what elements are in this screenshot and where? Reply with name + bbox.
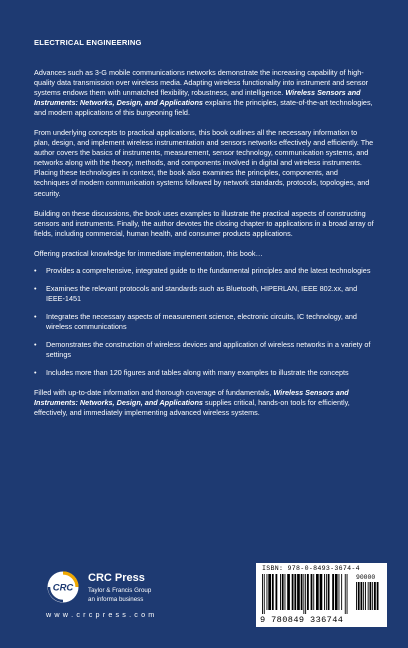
list-item-text: Provides a comprehensive, integrated guide to the fundamental principles and the latest technologies [46,265,371,275]
intro-text: Advances such as 3-G mobile communications networks demonstrate the increasing capability of high-quality data transmission over wireless media. Adapting wireless functionality into instrument and sensor systems endows them with unmatched flexibility, robustness, and intelligence. [34,68,369,98]
paragraph-examples: Building on these discussions, the book uses examples to illustrate the practical aspects of constructing sensors and instruments. Finally, the author devotes the closing chapter to applications in a broad array of fields, including commercial, human health, and consumer products applications. [34,208,374,238]
list-item [34,368,374,378]
isbn-label: ISBN: 978-0-8493-3674-4 [262,565,360,572]
list-item-text: Examines the relevant protocols and standards such as Bluetooth, HIPERLAN, IEEE 802.xx, and IEEE-1451 [46,283,358,303]
publisher-group: Taylor & Francis Group [88,587,152,594]
ean-barcode-bars [262,574,354,614]
book-title-inline: Wireless Sensors and Instruments: Networks, Design, and Applications [34,388,349,408]
closing-text: Filled with up-to-date information and thorough coverage of fundamentals, [34,388,274,398]
list-item-text: Includes more than 120 figures and tables along with many examples to illustrate the concepts [46,368,349,378]
publisher-url: w w w . c r c p r e s s . c o m [46,610,155,619]
list-item-text: Demonstrates the construction of wireless devices and application of wireless networks in a variety of settings [46,339,371,360]
list-item-text: Integrates the necessary aspects of measurement science, electronic circuits, IC technology, and wireless communications [46,311,357,331]
description [34,68,374,428]
crc-logo-icon [46,570,80,604]
closing-text-end: supplies critical, hands-on tools for efficiently, effectively, and immediately implementing advanced wireless systems. [34,398,350,418]
paragraph-intro [34,68,374,118]
book-title-inline: Wireless Sensors and Instruments: Networks, Design, and Applications [34,88,361,108]
publisher-block [46,566,226,626]
ean-digits: 9 780849 336744 [260,615,344,625]
addon-barcode-bars [356,582,382,614]
category-label: ELECTRICAL ENGINEERING [34,38,142,47]
crc-logo-text: CRC [52,582,74,594]
list-item [34,312,374,332]
bullet-icon: • [34,339,37,349]
addon-digits: 90000 [356,574,376,581]
bullet-icon: • [34,265,37,275]
feature-list [34,266,374,378]
publisher-name: CRC Press [88,572,145,584]
paragraph-offering: Offering practical knowledge for immediate implementation, this book… [34,248,263,258]
isbn-barcode [256,563,387,627]
bullet-icon: • [34,368,37,378]
paragraph-overview: From underlying concepts to practical applications, this book outlines all the necessary information to plan, design, and implement wireless instrumentation and sensors networks effectively and efficiently. The author covers the basics of instruments, measurement, sensor technology, communication systems, and networks along with the theory, methods, and components involved in digital and wireless instruments. Placing these technologies in context, the book also examines the principles, components, and techniques of modern communication systems followed by network standards, protocols, topologies, and security. [34,128,374,198]
paragraph-closing [34,388,374,418]
bullet-icon: • [34,283,37,293]
list-item [34,340,374,360]
list-item [34,266,374,276]
publisher-tagline: an informa business [88,596,144,603]
bullet-icon: • [34,311,37,321]
list-item [34,284,374,304]
intro-text-end: explains the principles, state-of-the-art technologies, and modern applications of this burgeoning field. [34,98,373,118]
